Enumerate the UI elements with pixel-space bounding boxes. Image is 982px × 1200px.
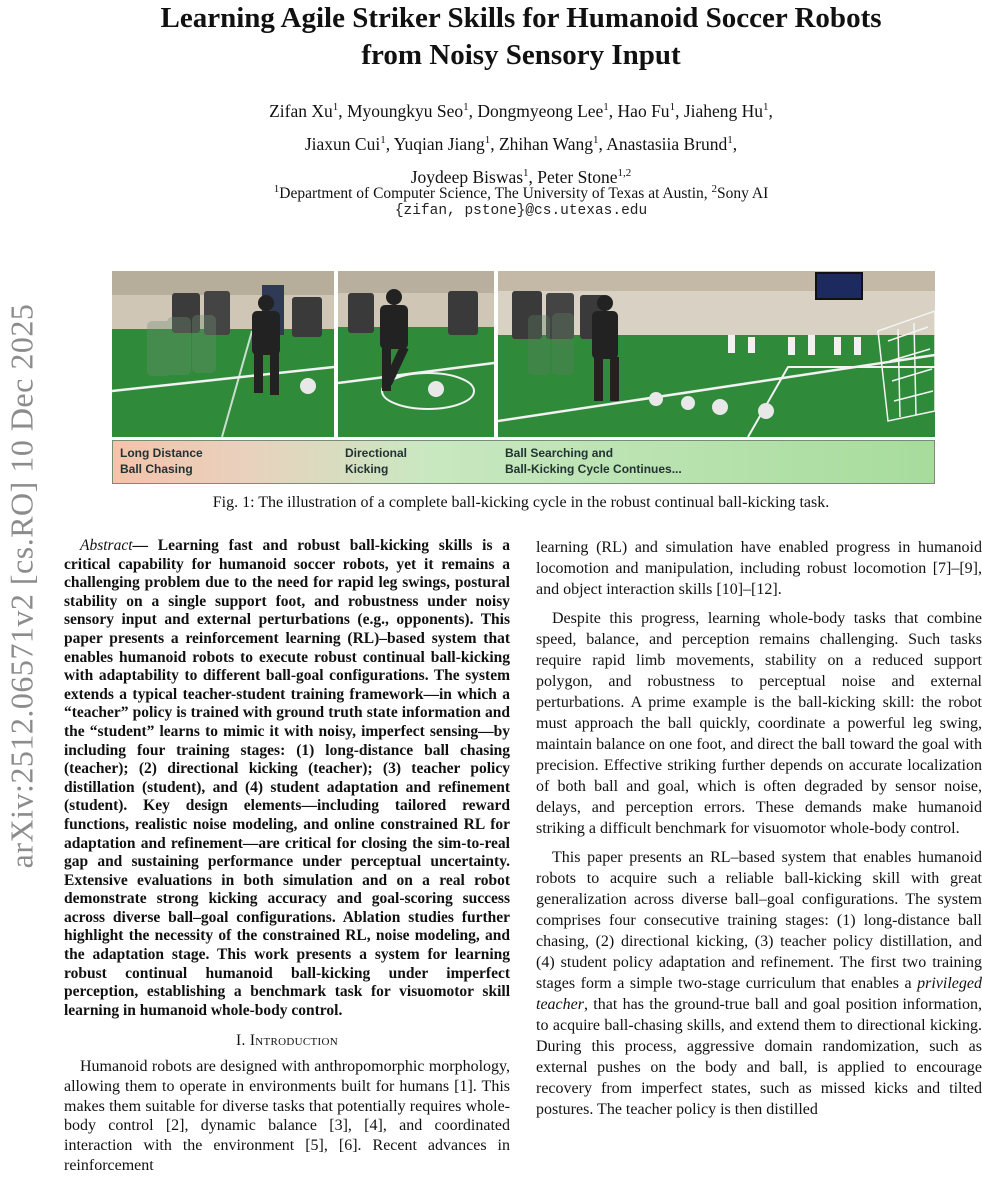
author-sup: 1 — [592, 133, 599, 146]
stage-label-line: Ball-Kicking Cycle Continues... — [505, 462, 682, 476]
author-sup: 1 — [727, 133, 733, 146]
author-name: Hao Fu — [617, 100, 670, 121]
robot-photo-1 — [112, 271, 334, 437]
author-line: Jiaxun Cui$^1$, Yuqian Jiang$^1$, Zhihan Wang$^1$, Anastasiia Brund$^1$, — [304, 133, 738, 154]
author-emails: {zifan, pstone}@cs.utexas.edu — [394, 203, 648, 219]
author-line: Zifan Xu$^1$, Myoungkyu Seo$^1$, Dongmyeong Lee$^1$, Hao Fu$^1$, Jiaheng Hu$^1$, — [269, 100, 773, 121]
author-name: Joydeep Biswas — [410, 166, 524, 187]
author-name: Zifan Xu — [269, 100, 333, 121]
stage-label-directional-kicking — [345, 445, 465, 477]
author-sup: 1 — [523, 166, 529, 179]
author-sup: 1 — [484, 133, 491, 146]
affil-text: Sony AI — [717, 185, 769, 203]
body-paragraph — [536, 847, 982, 1120]
abstract-text: Learning fast and robust ball-kicking skills is a critical capability for humanoid soccer robots, yet it remains a challenging problem due to the need for rapid leg swings, postural stability on a single support foot, and robustness under noisy sensory input and external perturbations (e.g., opponents). This paper presents a reinforcement learning (RL)–based system that enables humanoid robots to execute robust continual ball-kicking with adaptability to different ball-goal configurations. The system extends a typical teacher-student training framework—in which a “teacher” policy is trained with ground truth state information and the “student” learns to mimic it with noisy, imperfect sensing—by including four training stages: (1) long-distance ball chasing (teacher); (2) directional kicking (teacher); (3) teacher policy distillation (student), and (4) student adaptation and refinement (student). Key design elements—including tailored reward functions, realistic noise modeling, and online constrained RL for adaptation and refinement—are critical for closing the sim-to-real gap and sustaining performance under perceptual uncertainty. Extensive evaluations in both simulation and on a real robot demonstrate strong kicking accuracy and goal-scoring success across diverse ball–goal configurations. Ablation studies further highlight the necessity of the constrained RL, noise modeling, and the adaptation stage. This work presents a system for learning robust continual humanoid ball-kicking under imperfect perception, establishing a benchmark task for visuomotor skill learning in humanoid whole-body control. — [64, 537, 510, 1019]
stage-label-ball-chasing — [120, 445, 270, 477]
stage-label-line: Ball Searching and — [505, 446, 614, 460]
paper-title — [60, 0, 982, 74]
stage-label-line: Long Distance — [120, 446, 203, 460]
abstract-label: Abstract — [80, 537, 133, 554]
author-sup: 1 — [463, 101, 469, 113]
author-sup: 1 — [332, 101, 339, 113]
author-name: Dongmyeong Lee — [477, 100, 604, 121]
figure-panel-directional-kick — [338, 271, 494, 437]
section-title: Introduction — [249, 1032, 339, 1050]
section-heading — [64, 1032, 510, 1051]
figure-1 — [112, 271, 935, 483]
body-paragraph: Despite this progress, learning whole-body tasks that combine speed, balance, and perception remains challenging. Such tasks require rapid limb movements, stability on a reduced support polygon, and robustness to perceptual noise and external perturbations. A prime example is the ball-kicking skill: the robot must approach the ball quickly, coordinate a powerful leg swing, maintain balance on one foot, and direct the ball toward the goal with precision. Effective striking further depends on accurate localization of both ball and goal, which is often degraded by sensor noise, delays, and perception errors. These demands make humanoid striking a difficult benchmark for visuomotor whole-body control. — [536, 610, 982, 837]
arxiv-id: arXiv:2512.06571v2 [cs.RO] 10 Dec 2025 — [3, 303, 40, 869]
author-name: Jiaxun Cui — [304, 133, 381, 154]
author-sup: 1 — [603, 101, 609, 113]
author-sup: 1 — [380, 133, 386, 146]
right-column — [536, 537, 982, 1120]
figure-caption: Fig. 1: The illustration of a complete ball-kicking cycle in the robust continual ball-kicking task. — [212, 494, 830, 511]
section-number: I. — [235, 1032, 246, 1050]
author-name: Jiaheng Hu — [683, 100, 764, 121]
stage-label-line: Directional — [345, 446, 408, 460]
stage-label-ball-searching — [505, 445, 765, 477]
left-column — [64, 537, 510, 1176]
author-sup: 1 — [763, 101, 769, 113]
author-name: Yuqian Jiang — [393, 133, 485, 154]
affil-sup: 2 — [711, 183, 717, 195]
body-text: , that has the ground-true ball and goal position information, to acquire ball-chasing skills, and extend them to directional kicking. During this process, aggressive domain randomization, such as external pushes on the body and ball, is applied to encourage recovery from imperfect states, such as missed kicks and tilted postures. The teacher policy is then distilled — [536, 996, 982, 1118]
robot-photo-3 — [498, 271, 935, 437]
stage-label-line: Ball Chasing — [120, 462, 193, 476]
author-name: Anastasiia Brund — [606, 133, 728, 154]
abstract-dash: — — [132, 537, 158, 554]
intro-paragraph: Humanoid robots are designed with anthropomorphic morphology, allowing them to operate in environments built for humans [1]. This makes them suitable for diverse tasks that potentially requires whole-body control [2], dynamic balance [3], [4], and coordinated interaction with the environment [5], [6]. Recent advances in reinforcement — [64, 1058, 510, 1175]
arxiv-stamp — [2, 266, 42, 906]
figure-panel-ball-search — [498, 271, 935, 437]
author-name: Myoungkyu Seo — [346, 100, 464, 121]
figure-panel-ball-chasing — [112, 271, 334, 437]
title-line-2: from Noisy Sensory Input — [361, 39, 681, 71]
abstract — [64, 537, 510, 1020]
author-list — [90, 93, 952, 191]
figure-stage-bar — [112, 440, 935, 484]
robot-photo-2 — [338, 271, 494, 437]
affil-text: Department of Computer Science, The University of Texas at Austin, — [279, 185, 712, 203]
author-line: Joydeep Biswas$^1$, Peter Stone$^{1,2}$ — [410, 166, 632, 187]
body-paragraph: learning (RL) and simulation have enabled progress in humanoid locomotion and manipulation, including robust locomotion [7]–[9], and object interaction skills [10]–[12]. — [536, 539, 982, 598]
author-name: Zhihan Wang — [498, 133, 593, 154]
body-text: This paper presents an RL–based system that enables humanoid robots to acquire such a reliable ball-kicking skill with great generalization across diverse ball–goal configurations. The system comprises four consecutive training stages: (1) long-distance ball chasing, (2) directional kicking, (3) teacher policy distillation, and (4) student policy adaptation and refinement. The first two training stages form a simple two-stage curriculum that enables a — [536, 849, 982, 992]
author-sup: 1,2 — [617, 166, 632, 179]
title-line-1: Learning Agile Striker Skills for Humanoid Soccer Robots — [160, 2, 882, 34]
affil-sup: 1 — [273, 183, 280, 195]
body-emphasis: privileged teacher — [536, 975, 982, 1013]
stage-label-line: Kicking — [345, 462, 389, 476]
author-name: Peter Stone — [537, 166, 618, 187]
author-sup: 1 — [669, 101, 676, 113]
